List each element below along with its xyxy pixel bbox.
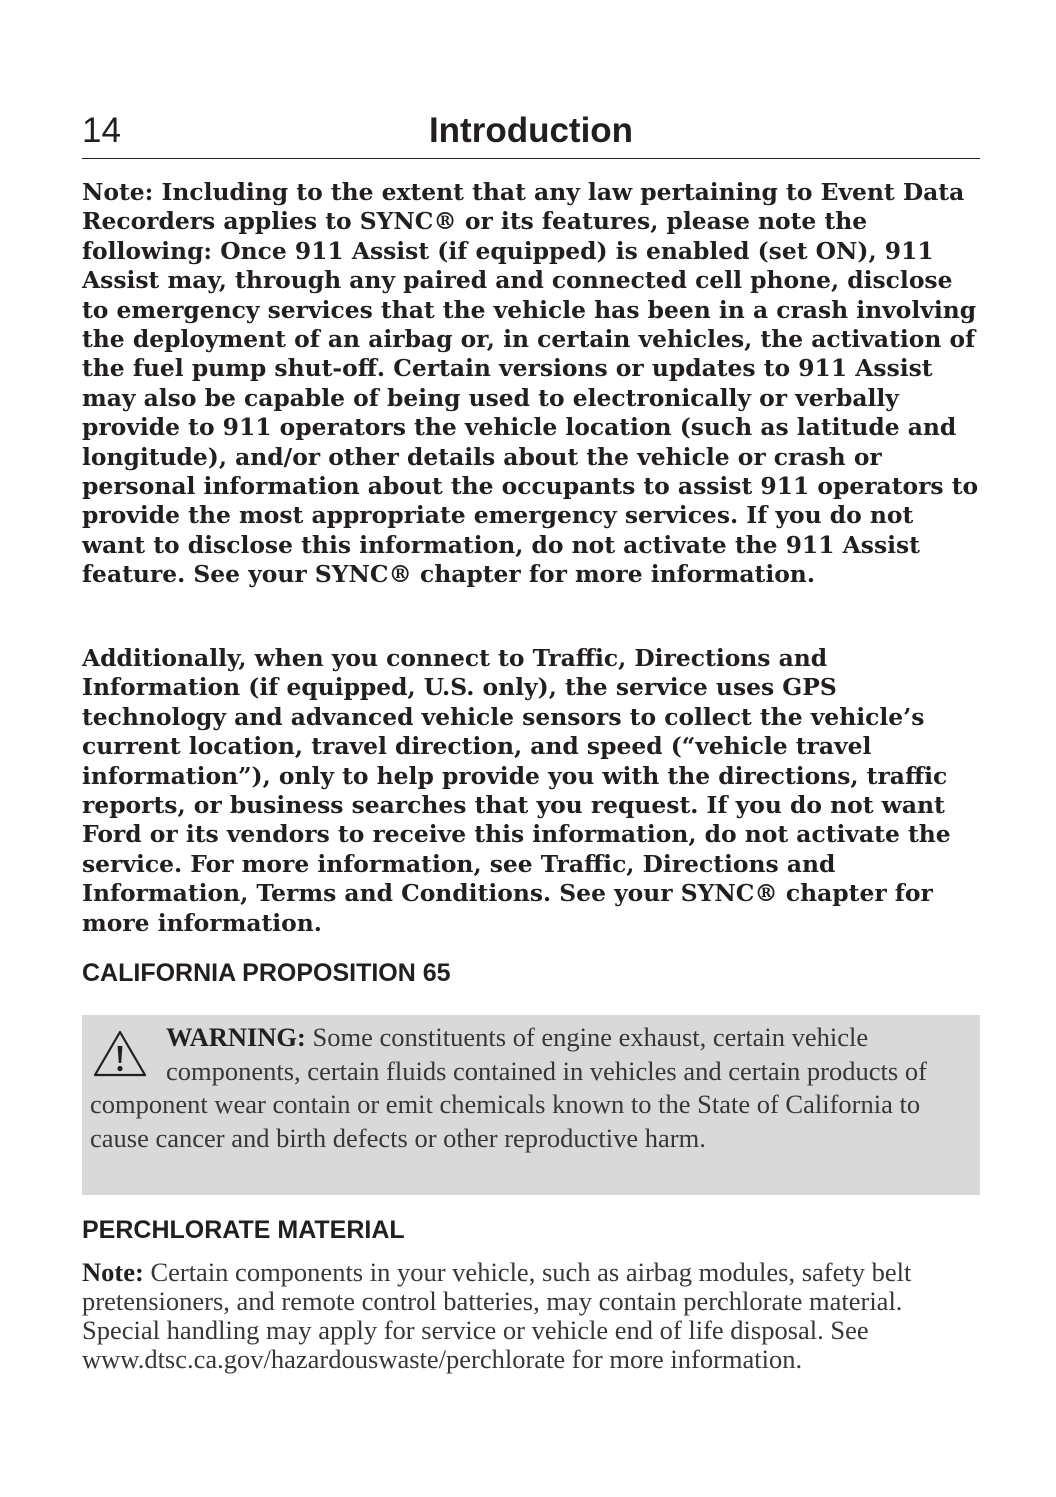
page-header [82,104,980,159]
page-title: Introduction [428,111,634,150]
warning-paragraph [90,1021,968,1155]
section-heading-perchlorate-material: PERCHLORATE MATERIAL [82,1216,405,1244]
perchlorate-note-text: Certain components in your vehicle, such as airbag modules, safety belt pretensioners, and remote control batteries, may contain perchlorate material. Special handling may apply for service or vehicle end of life disposal. See www.dtsc.ca.gov/hazardouswaste/perchlorate for more information. [82,1257,912,1374]
traffic-directions-note: Additionally, when you connect to Traffic, Directions and Information (if equipped, U.S. only), the service uses GPS technology and advanced vehicle sensors to collect the vehicle’s current location, travel direction, and speed (“vehicle travel information”), only to help provide you with the directions, traffic reports, or business searches that you request. If you do not want Ford or its vendors to receive this information, do not activate the service. For more information, see Traffic, Directions and Information, Terms and Conditions. See your SYNC® chapter for more information. [82,644,951,937]
warning-body-text: Some constituents of engine exhaust, certain vehicle components, certain fluids contained in vehicles and certain products of component wear contain or emit chemicals known to the State of California to cause cancer and birth defects or other reproductive harm. [90,1022,927,1153]
page-number: 14 [82,111,121,150]
proposition-65-warning-box [82,1015,980,1195]
warning-label: WARNING: [166,1022,306,1052]
perchlorate-note [82,1258,980,1374]
note-label: Note: [82,1257,144,1287]
event-data-recorder-note: Note: Including to the extent that any law pertaining to Event Data Recorders applies to SYNC® or its features, please note the following: Once 911 Assist (if equipped) is enabled (set ON), 911 Assist may, through any paired and connected cell phone, disclose to emergency services that the vehicle has been in a crash involving the deployment of an airbag or, in certain vehicles, the activation of the fuel pump shut-off. Certain versions or updates to 911 Assist may also be capable of being used to electronically or verbally provide to 911 operators the vehicle location (such as latitude and longitude), and/or other details about the vehicle or crash or personal information about the occupants to assist 911 operators to provide the most appropriate emergency services. If you do not want to disclose this information, do not activate the 911 Assist feature. See your SYNC® chapter for more information. [82,178,979,589]
section-heading-california-proposition-65: CALIFORNIA PROPOSITION 65 [82,959,451,987]
